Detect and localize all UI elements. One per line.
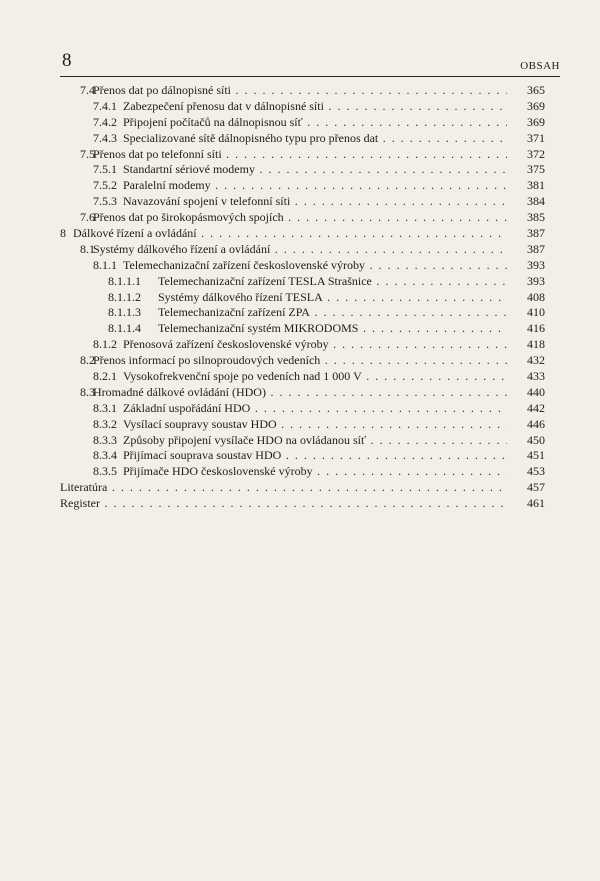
toc-entry xyxy=(60,417,545,433)
toc-entry-number: 7.5 xyxy=(80,146,95,161)
toc-entry-number: 7.5.1 xyxy=(93,162,117,177)
toc-entry-page: 408 xyxy=(527,289,545,304)
toc-entry-title: Paralelní modemy . . . xyxy=(123,178,507,194)
toc-entry-title: Přijímače HDO československé výroby . . . xyxy=(123,464,507,480)
toc-entry-number: 8.1 xyxy=(80,241,95,256)
toc-entry xyxy=(60,433,545,449)
toc-entry-number: 7.4.1 xyxy=(93,98,117,113)
toc-entry xyxy=(60,274,545,290)
toc-entry xyxy=(60,194,545,210)
toc-entry xyxy=(60,178,545,194)
toc-entry xyxy=(60,210,545,226)
toc-entry xyxy=(60,242,545,258)
toc-entry-title: Přenos dat po telefonní síti . . . xyxy=(93,147,507,163)
toc-entry-page: 385 xyxy=(527,210,545,225)
table-of-contents xyxy=(60,83,545,512)
toc-entry-title: Vysokofrekvenční spoje po vedeních nad 1 000 V . . . xyxy=(123,369,507,385)
toc-entry-page: 393 xyxy=(527,257,545,272)
toc-entry-number: 8.3.1 xyxy=(93,400,117,415)
toc-entry xyxy=(60,226,545,242)
toc-entry-title: Telemechanizační zařízení TESLA Strašnice . . . xyxy=(158,274,507,290)
toc-entry-page: 410 xyxy=(527,305,545,320)
toc-entry-title: Přijímací souprava soustav HDO . . . xyxy=(123,448,507,464)
toc-entry-number: 8.3.5 xyxy=(93,464,117,479)
toc-entry-title: Základní uspořádání HDO . . . xyxy=(123,401,507,417)
toc-entry-number: 8 xyxy=(60,226,66,241)
toc-entry-title: Systémy dálkového řízení TESLA . . . xyxy=(158,290,507,306)
toc-entry-number: 8.3.4 xyxy=(93,448,117,463)
toc-entry-page: 416 xyxy=(527,321,545,336)
toc-entry-page: 369 xyxy=(527,114,545,129)
toc-entry xyxy=(60,353,545,369)
toc-entry-title: Telemechanizační zařízení ZPA . . . xyxy=(158,305,507,321)
toc-entry-page: 442 xyxy=(527,400,545,415)
toc-entry-page: 381 xyxy=(527,178,545,193)
toc-entry-title: Způsoby připojení vysílače HDO na ovládanou síť . . . xyxy=(123,433,507,449)
toc-entry-number: 8.1.1.3 xyxy=(108,305,141,320)
toc-entry-number: 8.1.1.4 xyxy=(108,321,141,336)
toc-entry-number: 8.1.1 xyxy=(93,257,117,272)
toc-entry xyxy=(60,162,545,178)
toc-entry-title: Přenos dat po širokopásmových spojích . . . xyxy=(93,210,507,226)
toc-entry-page: 432 xyxy=(527,353,545,368)
toc-entry-title: Standartní sériové modemy . . . xyxy=(123,162,507,178)
toc-entry-title: Hromadné dálkové ovládání (HDO) . . . xyxy=(93,385,507,401)
toc-entry xyxy=(60,147,545,163)
toc-entry-title: Přenosová zařízení československé výroby . . . xyxy=(123,337,507,353)
toc-entry xyxy=(60,131,545,147)
toc-entry xyxy=(60,115,545,131)
toc-entry-title: Literatúra . . . xyxy=(60,480,507,496)
toc-entry-number: 8.1.2 xyxy=(93,337,117,352)
toc-entry-page: 375 xyxy=(527,162,545,177)
toc-entry-page: 440 xyxy=(527,384,545,399)
toc-entry xyxy=(60,401,545,417)
toc-entry-page: 451 xyxy=(527,448,545,463)
toc-entry-title: Systémy dálkového řízení a ovládání . . . xyxy=(93,242,507,258)
page-number: 8 xyxy=(62,50,72,71)
toc-entry xyxy=(60,258,545,274)
toc-entry-title: Register . . . xyxy=(60,496,507,512)
toc-entry xyxy=(60,83,545,99)
toc-entry-number: 7.6 xyxy=(80,210,95,225)
toc-entry-page: 461 xyxy=(527,496,545,511)
toc-entry-page: 384 xyxy=(527,194,545,209)
toc-entry-page: 365 xyxy=(527,83,545,97)
toc-entry-page: 372 xyxy=(527,146,545,161)
toc-entry-number: 7.5.3 xyxy=(93,194,117,209)
toc-entry-number: 7.4 xyxy=(80,83,95,97)
toc-entry-page: 387 xyxy=(527,226,545,241)
toc-entry-title: Navazování spojení v telefonní síti . . . xyxy=(123,194,507,210)
toc-entry-page: 369 xyxy=(527,98,545,113)
toc-entry-title: Dálkové řízení a ovládání . . . xyxy=(73,226,507,242)
toc-entry xyxy=(60,385,545,401)
toc-entry xyxy=(60,496,545,512)
toc-entry-page: 418 xyxy=(527,337,545,352)
toc-entry-page: 446 xyxy=(527,416,545,431)
toc-entry-number: 7.4.3 xyxy=(93,130,117,145)
toc-entry-title: Přenos dat po dálnopisné síti . . . xyxy=(93,83,507,99)
toc-entry-number: 8.3.2 xyxy=(93,416,117,431)
toc-entry xyxy=(60,99,545,115)
toc-entry-title: Telemechanizační systém MIKRODOMS . . . xyxy=(158,321,507,337)
toc-entry-number: 7.4.2 xyxy=(93,114,117,129)
toc-entry-title: Vysílací soupravy soustav HDO . . . xyxy=(123,417,507,433)
toc-entry-page: 387 xyxy=(527,241,545,256)
toc-entry-number: 8.2 xyxy=(80,353,95,368)
toc-entry-title: Specializované sítě dálnopisného typu pro přenos dat . . . xyxy=(123,131,507,147)
toc-entry-number: 8.3.3 xyxy=(93,432,117,447)
toc-entry-page: 433 xyxy=(527,369,545,384)
toc-entry xyxy=(60,321,545,337)
toc-entry-number: 8.2.1 xyxy=(93,369,117,384)
toc-entry xyxy=(60,290,545,306)
toc-entry-page: 457 xyxy=(527,480,545,495)
running-header-section: OBSAH xyxy=(520,60,560,72)
toc-entry-page: 393 xyxy=(527,273,545,288)
toc-entry xyxy=(60,369,545,385)
toc-entry-number: 8.3 xyxy=(80,384,95,399)
toc-entry-number: 8.1.1.2 xyxy=(108,289,141,304)
toc-entry-title: Připojení počítačů na dálnopisnou síť . . . xyxy=(123,115,507,131)
toc-entry-page: 450 xyxy=(527,432,545,447)
toc-entry-number: 7.5.2 xyxy=(93,178,117,193)
toc-entry xyxy=(60,480,545,496)
toc-entry xyxy=(60,464,545,480)
toc-entry-page: 453 xyxy=(527,464,545,479)
toc-entry xyxy=(60,337,545,353)
toc-entry xyxy=(60,448,545,464)
header-rule xyxy=(60,76,560,77)
toc-entry-number: 8.1.1.1 xyxy=(108,273,141,288)
toc-entry-title: Přenos informací po silnoproudových vedeních . . . xyxy=(93,353,507,369)
toc-entry-page: 371 xyxy=(527,130,545,145)
toc-entry-title: Zabezpečení přenosu dat v dálnopisné síti . . . xyxy=(123,99,507,115)
toc-entry xyxy=(60,305,545,321)
toc-entry-title: Telemechanizační zařízení československé výroby . . . xyxy=(123,258,507,274)
